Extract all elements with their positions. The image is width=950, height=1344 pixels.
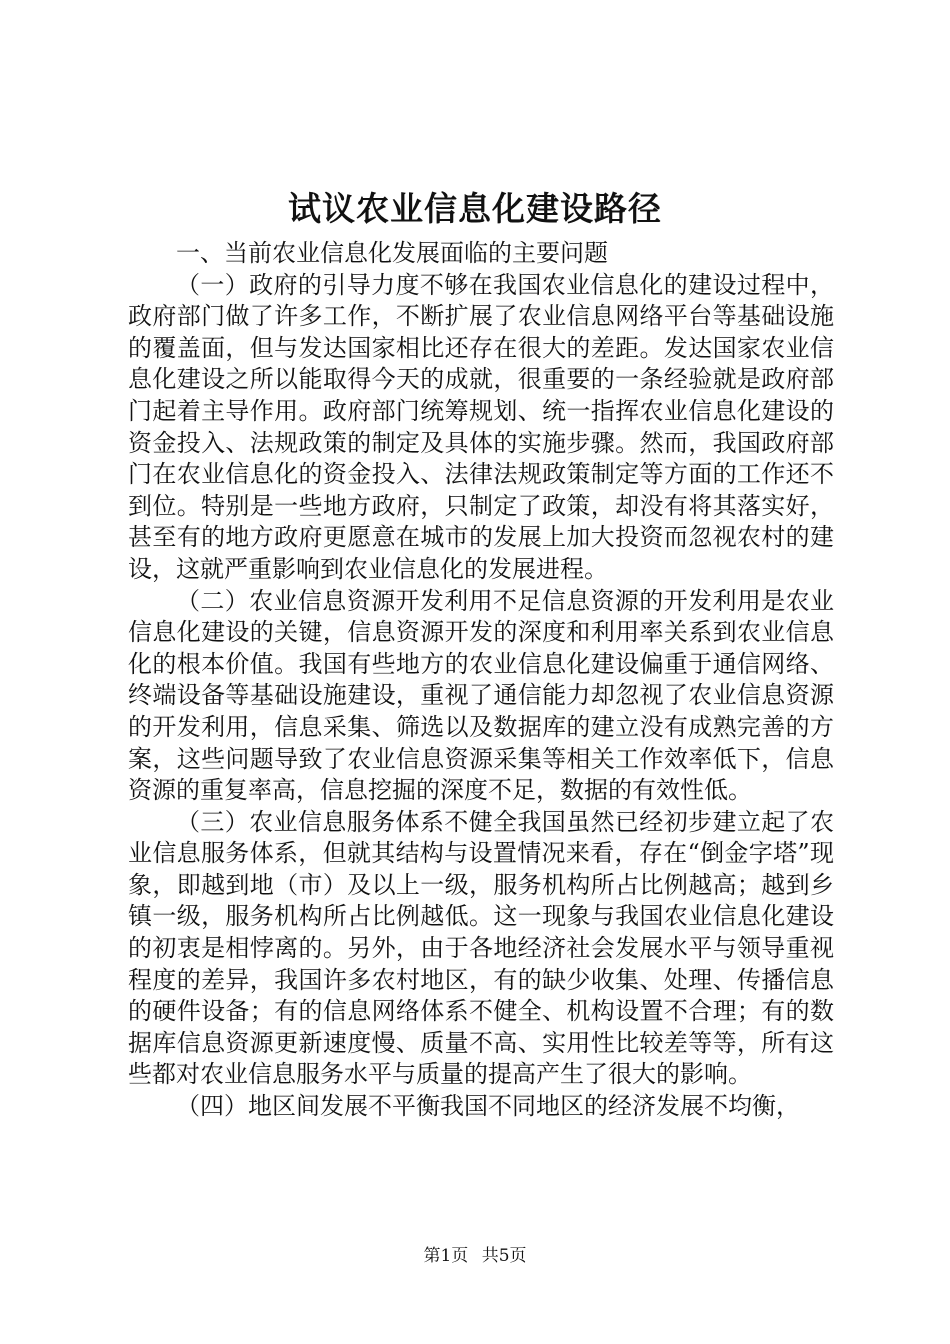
section-heading: 一、当前农业信息化发展面临的主要问题 [176,239,608,267]
page-total: 共5页 [481,1246,527,1266]
page-number: 第1页 [423,1246,469,1266]
paragraph: （一）政府的引导力度不够在我国农业信息化的建设过程中，政府部门做了许多工作，不断扩展了农业信息网络平台等基础设施的覆盖面，但与发达国家相比还存在很大的差距。发达国家农业信息化建设之所以能取得今天的成就，很重要的一条经验就是政府部门起着主导作用。政府部门统筹规划、统一指挥农业信息化建设的资金投入、法规政策的制定及具体的实施步骤。然而，我国政府部门在农业信息化的资金投入、法律法规政策制定等方面的工作还不到位。特别是一些地方政府，只制定了政策，却没有将其落实好，甚至有的地方政府更愿意在城市的发展上加大投资而忽视农村的建设，这就严重影响到农业信息化的发展进程。 [128,270,834,583]
document-body [128,238,834,1123]
document-title: 试议农业信息化建设路径 [288,189,662,228]
paragraph: （三）农业信息服务体系不健全我国虽然已经初步建立起了农业信息服务体系，但就其结构与设置情况来看，存在“倒金字塔”现象，即越到地（市）及以上一级，服务机构所占比例越高；越到乡镇一级，服务机构所占比例越低。这一现象与我国农业信息化建设的初衷是相悖离的。另外，由于各地经济社会发展水平与领导重视程度的差异，我国许多农村地区，有的缺少收集、处理、传播信息的硬件设备；有的信息网络体系不健全、机构设置不合理；有的数据库信息资源更新速度慢、质量不高、实用性比较差等等，所有这些都对农业信息服务水平与质量的提高产生了很大的影响。 [128,807,834,1089]
page-footer [0,1244,950,1268]
paragraph: （四）地区间发展不平衡我国不同地区的经济发展不均衡， [176,1092,800,1121]
paragraph: （二）农业信息资源开发利用不足信息资源的开发利用是农业信息化建设的关键，信息资源开发的深度和利用率关系到农业信息化的根本价值。我国有些地方的农业信息化建设偏重于通信网络、终端设备等基础设施建设，重视了通信能力却忽视了农业信息资源的开发利用，信息采集、筛选以及数据库的建立没有成熟完善的方案，这些问题导致了农业信息资源采集等相关工作效率低下，信息资源的重复率高，信息挖掘的深度不足，数据的有效性低。 [128,586,834,805]
